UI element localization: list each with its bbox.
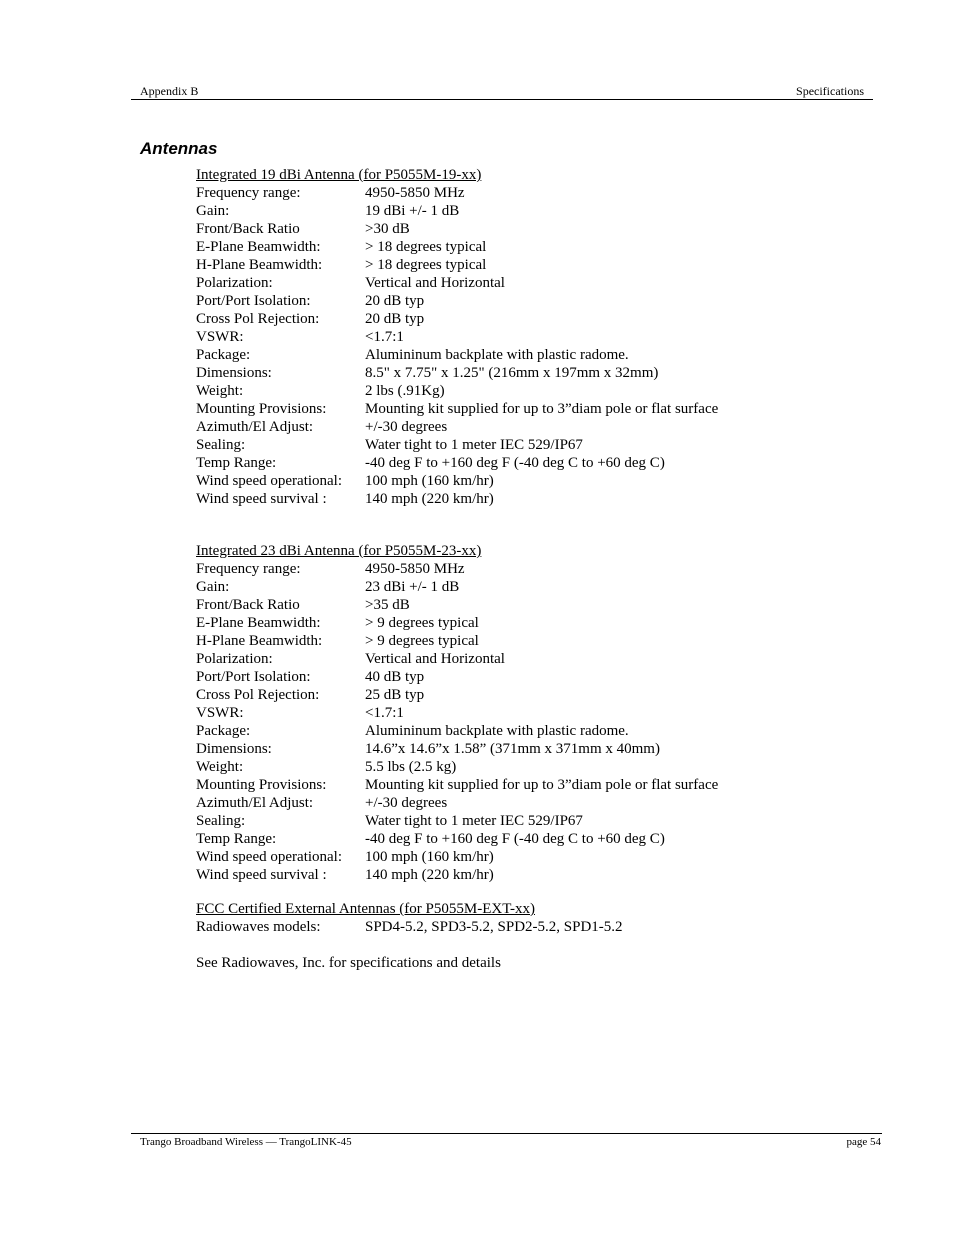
spec-block-23dbi	[196, 542, 718, 884]
spec-label: Cross Pol Rejection:	[196, 311, 320, 327]
spec-value: > 18 degrees typical	[365, 257, 487, 273]
spec-value: <1.7:1	[365, 329, 404, 345]
spec-row	[196, 274, 718, 292]
spec-value: > 18 degrees typical	[365, 239, 487, 255]
spec-value: >30 dB	[365, 221, 410, 237]
spec-row	[196, 436, 718, 454]
spec-row	[196, 238, 718, 256]
spec-rows	[196, 560, 718, 884]
spec-row	[196, 866, 718, 884]
spec-value: 100 mph (160 km/hr)	[365, 849, 494, 865]
spec-rows	[196, 184, 718, 508]
spec-row	[196, 220, 718, 238]
spec-row	[196, 454, 718, 472]
spec-row	[196, 848, 718, 866]
spec-label: Port/Port Isolation:	[196, 293, 311, 309]
spec-label: Wind speed operational:	[196, 849, 343, 865]
spec-label: Dimensions:	[196, 365, 272, 381]
spec-row	[196, 310, 718, 328]
spec-row	[196, 650, 718, 668]
spec-row	[196, 812, 718, 830]
spec-value: 14.6”x 14.6”x 1.58” (371mm x 371mm x 40mm)	[365, 741, 660, 757]
spec-row	[196, 794, 718, 812]
spec-label: Weight:	[196, 759, 244, 775]
spec-row	[196, 776, 718, 794]
page-header	[131, 83, 873, 100]
spec-row	[196, 292, 718, 310]
spec-label: E-Plane Beamwidth:	[196, 239, 321, 255]
spec-label: Sealing:	[196, 813, 246, 829]
spec-value: 19 dBi +/- 1 dB	[365, 203, 460, 219]
section-title: Antennas	[140, 139, 218, 158]
spec-label: Polarization:	[196, 651, 273, 667]
spec-value: 140 mph (220 km/hr)	[365, 867, 494, 883]
spec-row	[196, 614, 718, 632]
spec-value: 100 mph (160 km/hr)	[365, 473, 494, 489]
spec-label: Azimuth/El Adjust:	[196, 419, 314, 435]
spec-row	[196, 578, 718, 596]
spec-label: VSWR:	[196, 705, 244, 721]
spec-block-heading: Integrated 19 dBi Antenna (for P5055M-19-xx)	[196, 167, 482, 183]
spec-label: Wind speed operational:	[196, 473, 343, 489]
spec-label: Gain:	[196, 579, 230, 595]
spec-label: Dimensions:	[196, 741, 272, 757]
spec-label: Polarization:	[196, 275, 273, 291]
spec-row	[196, 560, 718, 578]
spec-value: 4950-5850 MHz	[365, 185, 465, 201]
spec-rows	[196, 918, 623, 936]
spec-value: 25 dB typ	[365, 687, 425, 703]
spec-row	[196, 686, 718, 704]
spec-row	[196, 632, 718, 650]
spec-label: Package:	[196, 723, 251, 739]
reference-note: See Radiowaves, Inc. for specifications and details	[196, 955, 501, 971]
spec-value: -40 deg F to +160 deg F (-40 deg C to +60 deg C)	[365, 455, 665, 471]
spec-value: 2 lbs (.91Kg)	[365, 383, 445, 399]
spec-label: E-Plane Beamwidth:	[196, 615, 321, 631]
spec-value: >35 dB	[365, 597, 410, 613]
spec-label: Frequency range:	[196, 561, 301, 577]
spec-block-external	[196, 900, 623, 936]
spec-row	[196, 202, 718, 220]
spec-value: +/-30 degrees	[365, 419, 448, 435]
spec-value: Water tight to 1 meter IEC 529/IP67	[365, 437, 583, 453]
spec-value: 40 dB typ	[365, 669, 425, 685]
spec-block-heading: FCC Certified External Antennas (for P5055M-EXT-xx)	[196, 901, 535, 917]
spec-label: Temp Range:	[196, 831, 277, 847]
spec-value: 23 dBi +/- 1 dB	[365, 579, 460, 595]
spec-row	[196, 382, 718, 400]
spec-row	[196, 830, 718, 848]
spec-value: Alumininum backplate with plastic radome.	[365, 723, 629, 739]
spec-value: Alumininum backplate with plastic radome.	[365, 347, 629, 363]
header-chapter: Appendix B	[140, 84, 199, 98]
spec-value: Vertical and Horizontal	[365, 651, 505, 667]
spec-label: H-Plane Beamwidth:	[196, 257, 323, 273]
spec-value: +/-30 degrees	[365, 795, 448, 811]
spec-row	[196, 490, 718, 508]
header-section: Specifications	[796, 84, 864, 98]
spec-row	[196, 704, 718, 722]
spec-row	[196, 918, 623, 936]
spec-label: Temp Range:	[196, 455, 277, 471]
spec-label: Front/Back Ratio	[196, 221, 300, 237]
spec-value: 20 dB typ	[365, 293, 425, 309]
spec-label: VSWR:	[196, 329, 244, 345]
spec-label: Cross Pol Rejection:	[196, 687, 320, 703]
spec-label: Port/Port Isolation:	[196, 669, 311, 685]
page-number: page 54	[846, 1136, 881, 1148]
spec-row	[196, 328, 718, 346]
spec-value: -40 deg F to +160 deg F (-40 deg C to +60 deg C)	[365, 831, 665, 847]
spec-value: 140 mph (220 km/hr)	[365, 491, 494, 507]
spec-label: Frequency range:	[196, 185, 301, 201]
spec-value: <1.7:1	[365, 705, 404, 721]
spec-row	[196, 596, 718, 614]
spec-row	[196, 472, 718, 490]
spec-value: Mounting kit supplied for up to 3”diam pole or flat surface	[365, 401, 719, 417]
spec-label: Wind speed survival :	[196, 867, 327, 883]
spec-label: Wind speed survival :	[196, 491, 327, 507]
spec-value: 8.5" x 7.75" x 1.25" (216mm x 197mm x 32mm)	[365, 365, 659, 381]
spec-label: Weight:	[196, 383, 244, 399]
spec-value: > 9 degrees typical	[365, 633, 479, 649]
spec-value: > 9 degrees typical	[365, 615, 479, 631]
spec-label: Package:	[196, 347, 251, 363]
spec-value: 5.5 lbs (2.5 kg)	[365, 759, 457, 775]
spec-label: Mounting Provisions:	[196, 777, 327, 793]
spec-row	[196, 740, 718, 758]
spec-label: Mounting Provisions:	[196, 401, 327, 417]
spec-row	[196, 400, 718, 418]
spec-label: Azimuth/El Adjust:	[196, 795, 314, 811]
spec-row	[196, 668, 718, 686]
spec-label: Gain:	[196, 203, 230, 219]
spec-row	[196, 256, 718, 274]
spec-row	[196, 346, 718, 364]
spec-value: Vertical and Horizontal	[365, 275, 505, 291]
spec-label: Front/Back Ratio	[196, 597, 300, 613]
spec-label: Radiowaves models:	[196, 919, 321, 935]
spec-row	[196, 758, 718, 776]
spec-block-heading: Integrated 23 dBi Antenna (for P5055M-23-xx)	[196, 543, 482, 559]
spec-value: 4950-5850 MHz	[365, 561, 465, 577]
spec-value: 20 dB typ	[365, 311, 425, 327]
spec-label: Sealing:	[196, 437, 246, 453]
spec-value: Mounting kit supplied for up to 3”diam pole or flat surface	[365, 777, 719, 793]
spec-row	[196, 722, 718, 740]
spec-label: H-Plane Beamwidth:	[196, 633, 323, 649]
footer-document-title: Trango Broadband Wireless — TrangoLINK-45	[140, 1136, 352, 1148]
spec-value: SPD4-5.2, SPD3-5.2, SPD2-5.2, SPD1-5.2	[365, 919, 623, 935]
spec-row	[196, 184, 718, 202]
spec-value: Water tight to 1 meter IEC 529/IP67	[365, 813, 583, 829]
page-footer	[131, 1133, 882, 1150]
spec-row	[196, 364, 718, 382]
spec-block-19dbi	[196, 166, 718, 508]
spec-row	[196, 418, 718, 436]
